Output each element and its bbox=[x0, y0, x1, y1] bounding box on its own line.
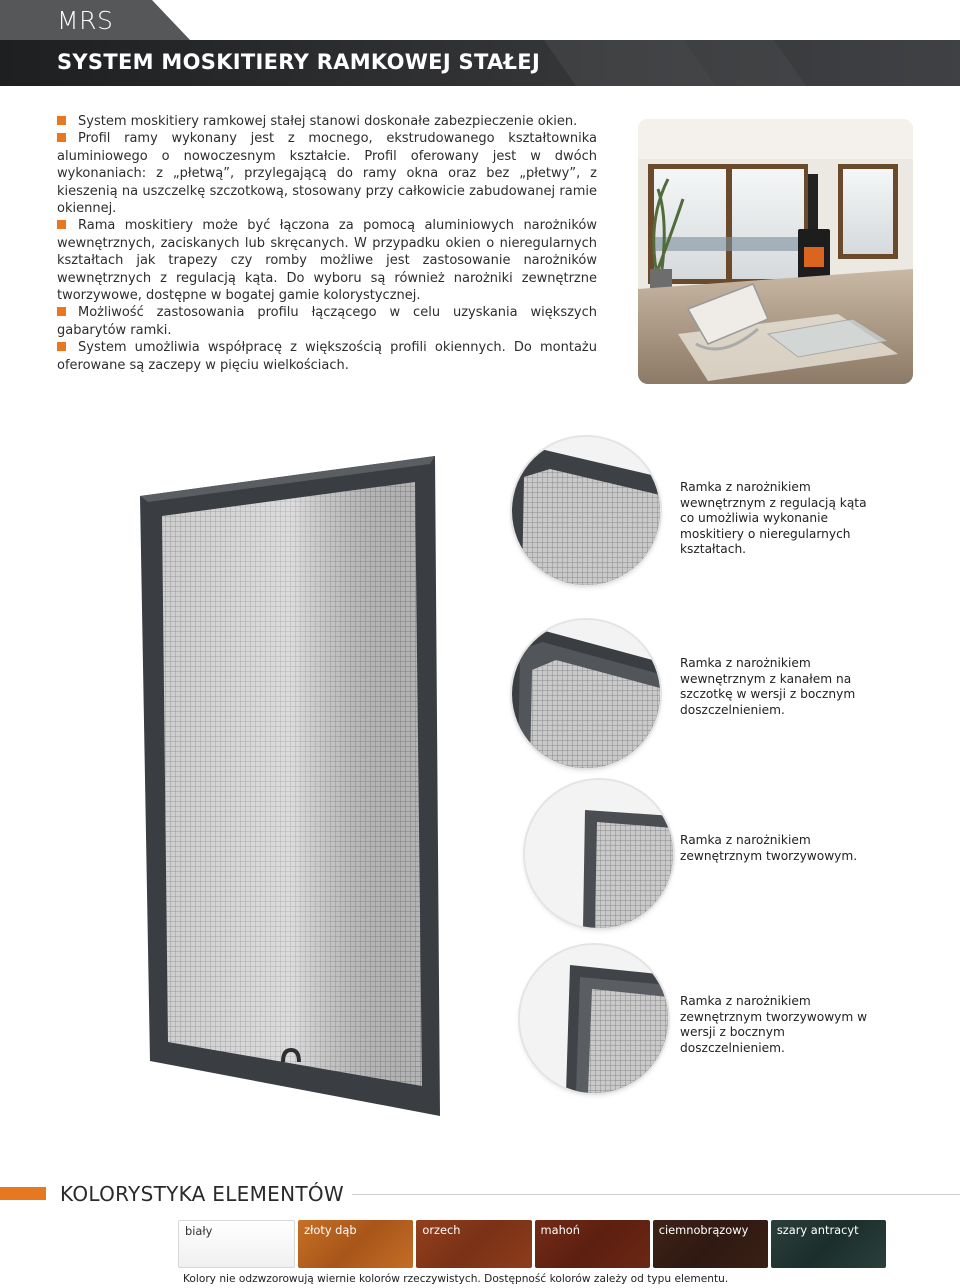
bullet-square-icon bbox=[57, 116, 66, 125]
detail-image-corner-3 bbox=[525, 780, 673, 928]
mesh-frame-illustration bbox=[140, 456, 450, 1116]
section-divider bbox=[352, 1194, 960, 1195]
swatch-walnut: orzech bbox=[416, 1220, 531, 1268]
detail-caption-2: Ramka z narożnikiem wewnętrznym z kanałem na szczotkę w wersji z bocznym doszczelnieniem. bbox=[680, 656, 856, 717]
intro-text bbox=[57, 113, 597, 374]
bullet-square-icon bbox=[57, 342, 66, 351]
bullet-square-icon bbox=[57, 133, 66, 142]
corner-detail-illustration bbox=[525, 780, 673, 928]
detail-image-corner-2 bbox=[512, 620, 660, 768]
color-swatches bbox=[178, 1220, 886, 1268]
swatch-golden-oak: złoty dąb bbox=[298, 1220, 413, 1268]
room-photo bbox=[638, 119, 913, 384]
swatch-dark-brown: ciemnobrązowy bbox=[653, 1220, 768, 1268]
corner-detail-illustration bbox=[512, 437, 660, 585]
corner-detail-illustration bbox=[520, 945, 668, 1093]
detail-caption-4: Ramka z narożnikiem zewnętrznym tworzywowym w wersji z bocznym doszczelnieniem. bbox=[680, 994, 868, 1055]
intro-paragraph: System umożliwia współpracę z większością profili okiennych. Do montażu oferowane są zaczepy w pięciu wielkościach. bbox=[57, 340, 597, 373]
section-marker bbox=[0, 1187, 46, 1200]
colors-disclaimer: Kolory nie odzwzorowują wiernie kolorów rzeczywistych. Dostępność kolorów zależy od typu elementu. bbox=[183, 1273, 729, 1285]
intro-paragraph: System moskitiery ramkowej stałej stanowi doskonałe zabezpieczenie okien. bbox=[57, 113, 597, 130]
product-code: MRS bbox=[57, 6, 114, 35]
detail-caption-3: Ramka z narożnikiem zewnętrznym tworzywowym. bbox=[680, 833, 858, 863]
swatch-white: biały bbox=[178, 1220, 295, 1268]
bullet-square-icon bbox=[57, 307, 66, 316]
intro-paragraph: Możliwość zastosowania profilu łączącego w celu uzyskania większych gabarytów ramki. bbox=[57, 305, 597, 338]
mosquito-frame-image bbox=[140, 456, 450, 1116]
detail-image-corner-1 bbox=[512, 437, 660, 585]
page-title: SYSTEM MOSKITIERY RAMKOWEJ STAŁEJ bbox=[57, 50, 541, 74]
intro-paragraph: Rama moskitiery może być łączona za pomocą aluminiowych narożników wewnętrznych, zaciskanych lub skręcanych. W przypadku okien o nieregularnych kształtach jak trapezy czy romby możliwe jest zastosowanie narożników wewnętrznych z regulacją kąta. Do wyboru są również narożniki zewnętrzne tworzywowe, dostępne w bogatej gamie kolorystycznej. bbox=[57, 218, 597, 304]
intro-paragraph: Profil ramy wykonany jest z mocnego, ekstrudowanego kształtownika aluminiowego o nowoczesnym kształcie. Profil oferowany jest w dwóch wykonaniach: z „płetwą”, przylegającą do ramy okna oraz bez „płetwy”, z kieszenią na uszczelkę szczotkową, stosowany przy całkowicie zabudowanej ramie okiennej. bbox=[57, 131, 597, 217]
room-illustration bbox=[638, 119, 913, 384]
corner-detail-illustration bbox=[512, 620, 660, 768]
swatch-anthracite: szary antracyt bbox=[771, 1220, 886, 1268]
colors-section-title: KOLORYSTYKA ELEMENTÓW bbox=[60, 1182, 345, 1206]
swatch-mahogany: mahoń bbox=[535, 1220, 650, 1268]
bullet-square-icon bbox=[57, 220, 66, 229]
detail-image-corner-4 bbox=[520, 945, 668, 1093]
detail-caption-1: Ramka z narożnikiem wewnętrznym z regulacją kąta co umożliwia wykonanie moskitiery o nieregularnych kształtach. bbox=[680, 480, 867, 557]
